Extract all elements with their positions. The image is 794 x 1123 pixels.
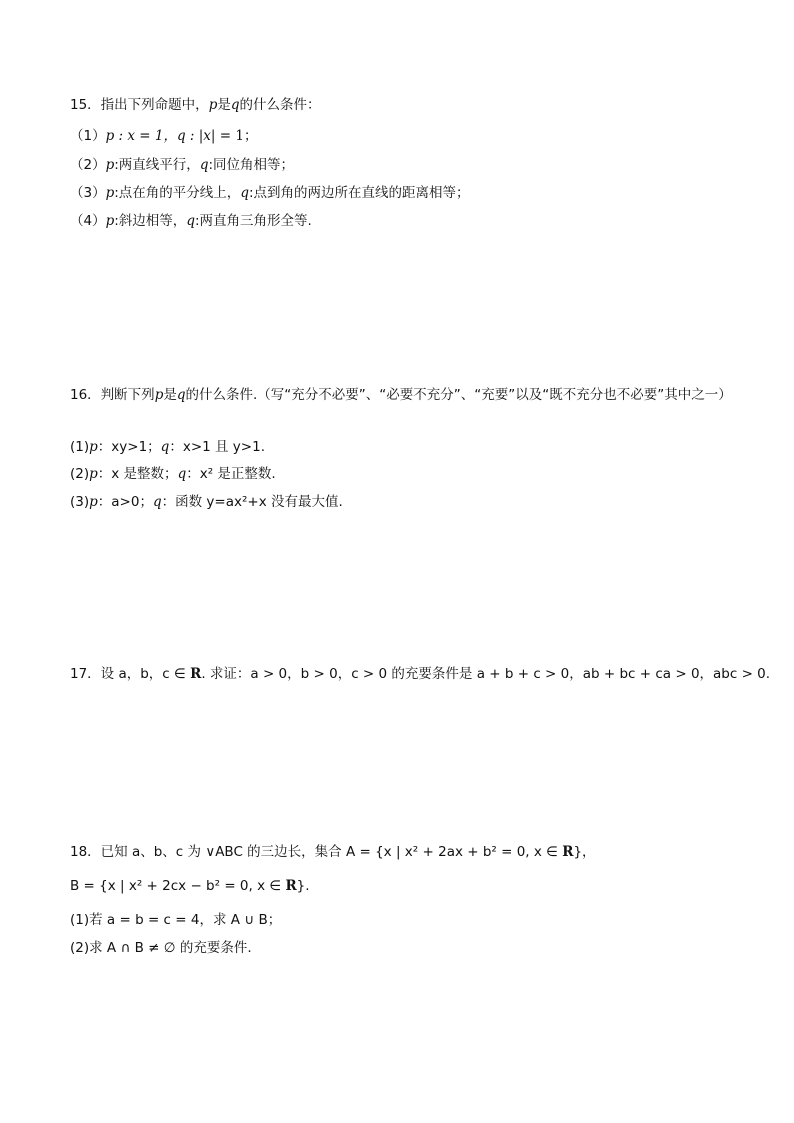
q16-item-2: (2)p：x 是整数；q：x² 是正整数. xyxy=(70,466,276,482)
q17-stem: 17．设 a，b，c ∈ R. 求证：a > 0，b > 0，c > 0 的充要条件是 a + b + c > 0，ab + bc + ca > 0，abc > 0. xyxy=(70,666,771,682)
q15-item-2: （2）p:两直线平行，q:同位角相等； xyxy=(70,157,295,173)
q16-item-3: (3)p：a>0；q：函数 y=ax²+x 没有最大值. xyxy=(70,494,343,510)
q18-set-b: B = {x | x² + 2cx − b² = 0, x ∈ R}. xyxy=(70,878,310,894)
q15-item-1: （1）p : x = 1，q : |x| = 1； xyxy=(70,128,258,144)
q18-item-1: (1)若 a = b = c = 4，求 A ∪ B； xyxy=(70,912,282,928)
q15-item-4: （4）p:斜边相等，q:两直角三角形全等. xyxy=(70,213,312,229)
q15-item-3: （3）p:点在角的平分线上，q:点到角的两边所在直线的距离相等； xyxy=(70,185,470,201)
q18-stem: 18．已知 a、b、c 为 ∨ABC 的三边长，集合 A = {x | x² + 2ax + b² = 0, x ∈ R}， xyxy=(70,844,596,860)
q18-item-2: (2)求 A ∩ B ≠ ∅ 的充要条件. xyxy=(70,940,252,956)
q15-stem: 15．指出下列命题中，p是q的什么条件： xyxy=(70,97,321,113)
q16-item-1: (1)p：xy>1；q：x>1 且 y>1. xyxy=(70,439,265,455)
q16-stem: 16．判断下列p是q的什么条件.（写“充分不必要”、“必要不充分”、“充要”以及“既不充分也不必要”其中之一） xyxy=(70,387,732,403)
